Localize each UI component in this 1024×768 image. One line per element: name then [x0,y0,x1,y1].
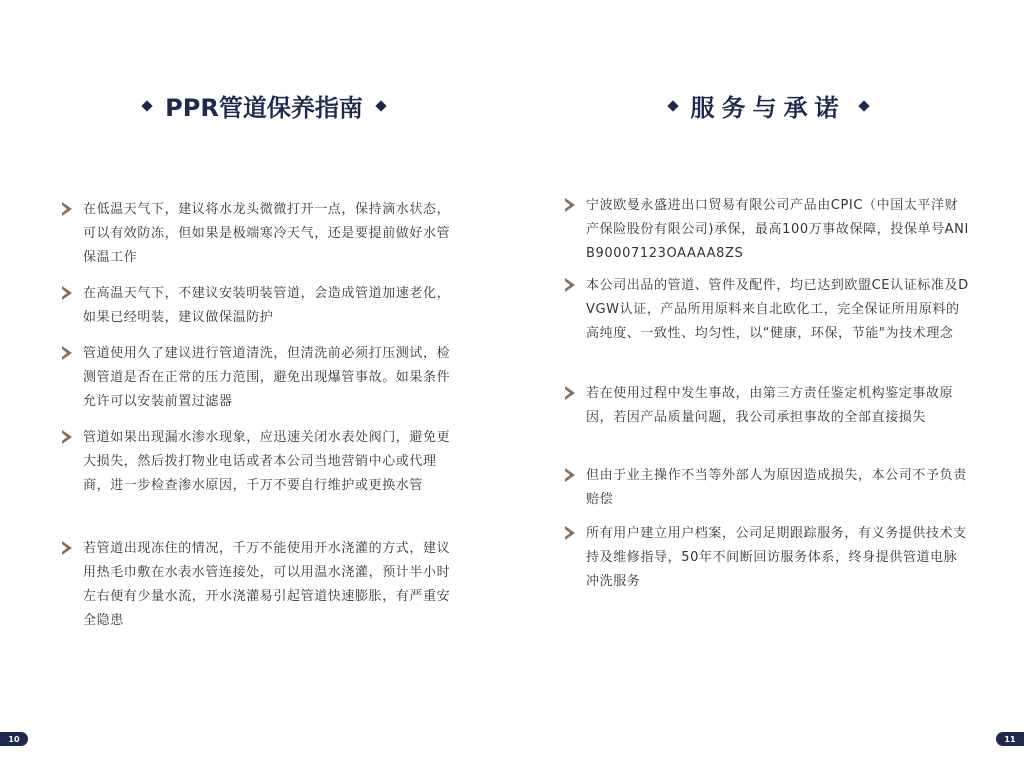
chevron-right-icon [62,202,72,216]
right-item-text: 但由于业主操作不当等外部人为原因造成损失，本公司不予负责赔偿 [586,468,967,507]
chevron-right-icon [565,526,575,540]
page-number-badge: 10 [0,732,28,746]
left-title-text: PPR管道保养指南 [165,94,363,122]
left-item-text: 在高温天气下，不建议安装明装管道，会造成管道加速老化，如果已经明装，建议做保温防护 [83,286,451,325]
left-item-text: 管道使用久了建议进行管道清洗，但清洗前必须打压测试，检测管道是否在正常的压力范围，避免出现爆管事故。如果条件允许可以安装前置过滤器 [83,346,451,409]
right-page-title [512,88,1024,123]
right-page [512,0,1024,768]
right-list-item-2 [565,274,969,346]
chevron-right-icon [62,430,72,444]
diamond-icon [858,100,869,111]
right-item-text: 本公司出品的管道、管件及配件，均已达到欧盟CE认证标准及DVGW认证，产品所用原料来自北欧化工，完全保证所用原料的高纯度、一致性、均匀性，以“健康，环保，节能"为技术理念 [586,278,969,341]
chevron-right-icon [62,286,72,300]
right-list-item-3 [565,382,969,430]
right-list-item-1 [565,194,969,266]
right-list-item-4 [565,464,969,512]
left-item-text: 管道如果出现漏水渗水现象，应迅速关闭水表处阀门，避免更大损失，然后拨打物业电话或者本公司当地营销中心或代理商，进一步检查渗水原因，千万不要自行维护或更换水管 [83,430,451,493]
chevron-right-icon [565,278,575,292]
left-list-item-2 [62,282,462,330]
diamond-icon [375,100,386,111]
left-list-item-1 [62,198,462,270]
chevron-right-icon [565,198,575,212]
page-number-badge: 11 [996,732,1024,746]
right-item-text: 所有用户建立用户档案，公司足期跟踪服务，有义务提供技术支持及维修指导，50年不间断回访服务体系，终身提供管道电脉冲洗服务 [586,526,967,589]
right-item-text: 若在使用过程中发生事故，由第三方责任鉴定机构鉴定事故原因，若因产品质量问题，我公司承担事故的全部直接损失 [586,386,954,425]
chevron-right-icon [62,541,72,555]
chevron-right-icon [62,346,72,360]
left-list-item-4 [62,426,462,498]
left-list-item-5 [62,537,462,633]
left-list-item-3 [62,342,462,414]
right-list-item-5 [565,522,969,594]
right-item-text: 宁波欧曼永盛进出口贸易有限公司产品由CPIC（中国太平洋财产保险股份有限公司)承保，最高100万事故保障，投保单号ANIB90007123OAAAA8ZS [586,198,969,261]
left-item-text: 在低温天气下，建议将水龙头微微打开一点，保持滴水状态，可以有效防冻，但如果是极端寒冷天气，还是要提前做好水管保温工作 [83,202,451,265]
chevron-right-icon [565,386,575,400]
diamond-icon [667,100,678,111]
diamond-icon [141,100,152,111]
left-page-title [0,88,512,123]
chevron-right-icon [565,468,575,482]
left-item-text: 若管道出现冻住的情况，千万不能使用开水浇灌的方式，建议用热毛巾敷在水表水管连接处，可以用温水浇灌，预计半小时左右便有少量水流，开水浇灌易引起管道快速膨胀，有严重安全隐患 [83,541,451,628]
right-title-text: 服务与承诺 [690,94,846,122]
